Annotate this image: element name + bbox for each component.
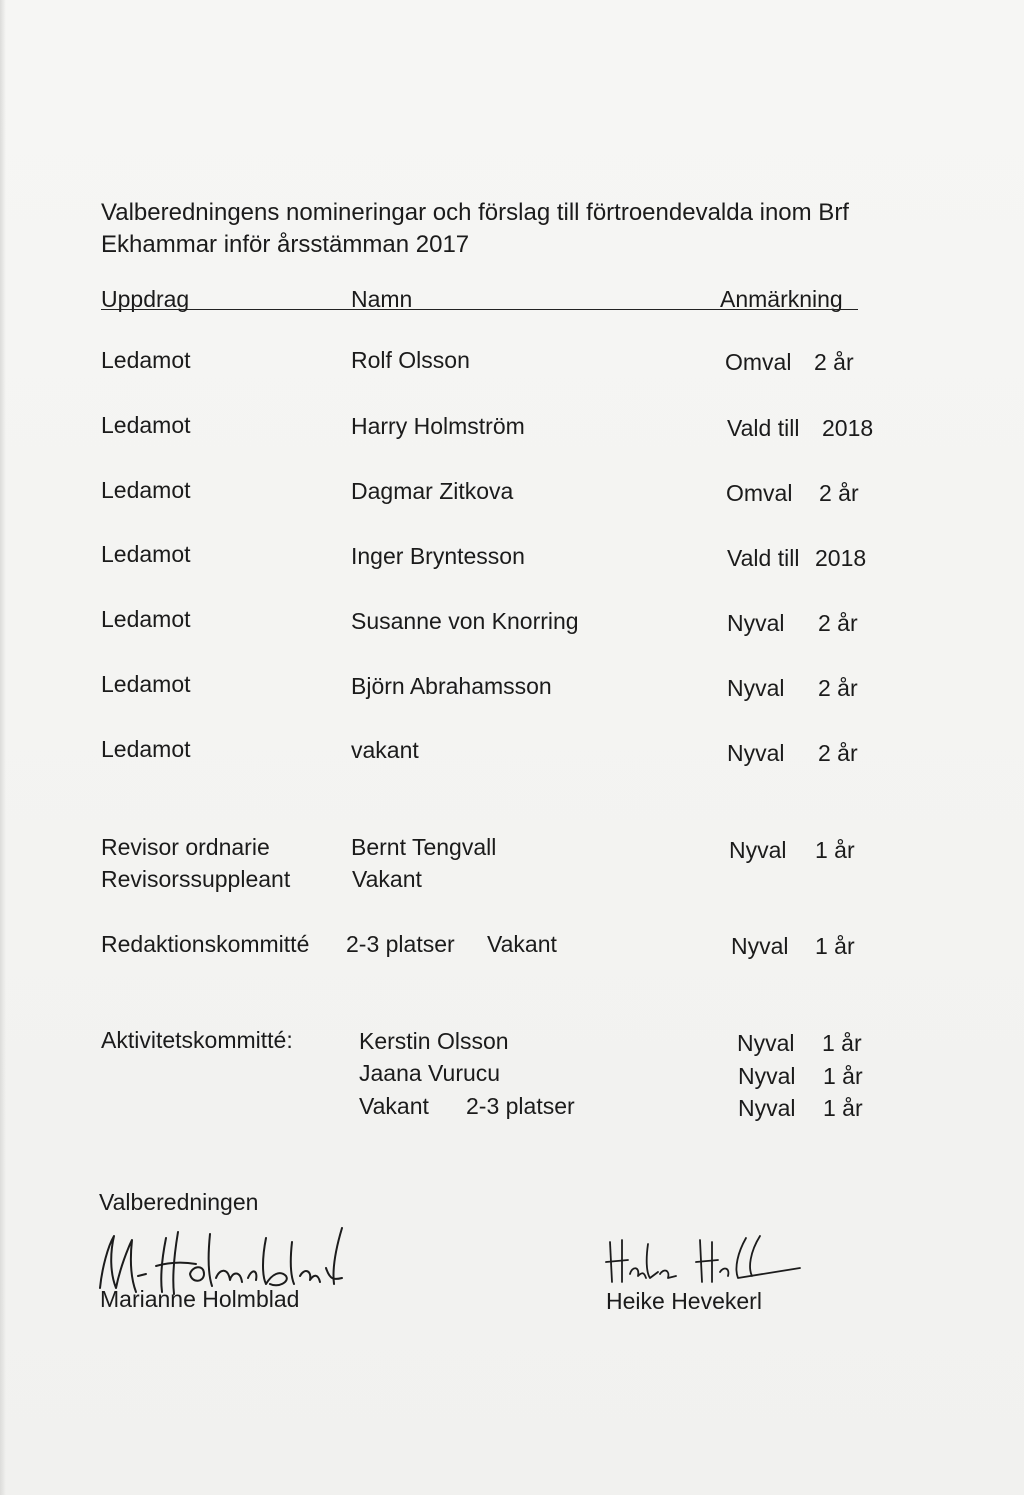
activity-member-name-2: Jaana Vurucu — [359, 1060, 501, 1086]
document-title — [101, 197, 901, 261]
header-uppdrag: Uppdrag — [101, 286, 190, 312]
board-note-b-6: 2 år — [818, 675, 858, 701]
board-note-a-1: Omval — [725, 349, 792, 375]
board-note-b-4: 2018 — [815, 545, 867, 571]
page-edge-shadow — [0, 0, 6, 1495]
board-note-a-4: Vald till — [727, 545, 800, 571]
editorial-note-b: 1 år — [815, 933, 855, 959]
header-namn: Namn — [351, 286, 413, 312]
board-name-6: Björn Abrahamsson — [351, 673, 552, 699]
activity-member-name-1: Kerstin Olsson — [359, 1028, 509, 1054]
auditor-note-a: Nyval — [729, 837, 787, 863]
auditor-name: Bernt Tengvall — [351, 834, 497, 860]
activity-member-note-a-3: Nyval — [738, 1095, 796, 1121]
board-name-1: Rolf Olsson — [351, 347, 470, 373]
board-note-a-5: Nyval — [727, 610, 785, 636]
board-note-b-3: 2 år — [819, 480, 859, 506]
editorial-name: Vakant — [487, 931, 557, 957]
board-role-5: Ledamot — [101, 606, 191, 632]
title-line-2: Ekhammar inför årsstämman 2017 — [101, 231, 470, 258]
deputy-auditor-role: Revisorssuppleant — [101, 866, 291, 892]
board-role-4: Ledamot — [101, 541, 191, 567]
board-note-a-7: Nyval — [727, 740, 785, 766]
board-name-5: Susanne von Knorring — [351, 608, 579, 634]
board-note-a-6: Nyval — [727, 675, 785, 701]
board-note-b-5: 2 år — [818, 610, 858, 636]
activity-member-note-a-2: Nyval — [738, 1063, 796, 1089]
auditor-note-b: 1 år — [815, 837, 855, 863]
header-underline — [101, 309, 858, 310]
board-name-7: vakant — [351, 737, 419, 763]
activity-member-name-3: Vakant — [359, 1093, 429, 1119]
editorial-role: Redaktionskommitté — [101, 931, 310, 957]
committee-label: Valberedningen — [99, 1189, 259, 1215]
header-anmarkning: Anmärkning — [720, 286, 843, 312]
board-role-1: Ledamot — [101, 347, 191, 373]
board-note-b-1: 2 år — [814, 349, 854, 375]
editorial-seats: 2-3 platser — [346, 931, 455, 957]
activity-member-note-b-1: 1 år — [822, 1030, 862, 1056]
signature-heike-hevekerl — [600, 1232, 810, 1292]
signer-name-2: Heike Hevekerl — [606, 1288, 762, 1314]
auditor-role: Revisor ordnarie — [101, 834, 270, 860]
activity-member-extra-3: 2-3 platser — [466, 1093, 575, 1119]
board-name-2: Harry Holmström — [351, 413, 525, 439]
board-name-4: Inger Bryntesson — [351, 543, 525, 569]
board-role-7: Ledamot — [101, 736, 191, 762]
title-line-1: Valberedningens nomineringar och förslag till förtroendevalda inom Brf — [101, 199, 849, 226]
deputy-auditor-name: Vakant — [352, 866, 422, 892]
editorial-note-a: Nyval — [731, 933, 789, 959]
activity-role: Aktivitetskommitté: — [101, 1027, 293, 1053]
board-name-3: Dagmar Zitkova — [351, 478, 514, 504]
activity-member-note-b-2: 1 år — [823, 1063, 863, 1089]
board-note-a-2: Vald till — [727, 415, 800, 441]
board-note-b-2: 2018 — [822, 415, 874, 441]
board-role-3: Ledamot — [101, 477, 191, 503]
activity-member-note-b-3: 1 år — [823, 1095, 863, 1121]
board-note-b-7: 2 år — [818, 740, 858, 766]
board-note-a-3: Omval — [726, 480, 793, 506]
board-role-6: Ledamot — [101, 671, 191, 697]
board-role-2: Ledamot — [101, 412, 191, 438]
activity-member-note-a-1: Nyval — [737, 1030, 795, 1056]
signer-name-1: Marianne Holmblad — [100, 1286, 300, 1312]
